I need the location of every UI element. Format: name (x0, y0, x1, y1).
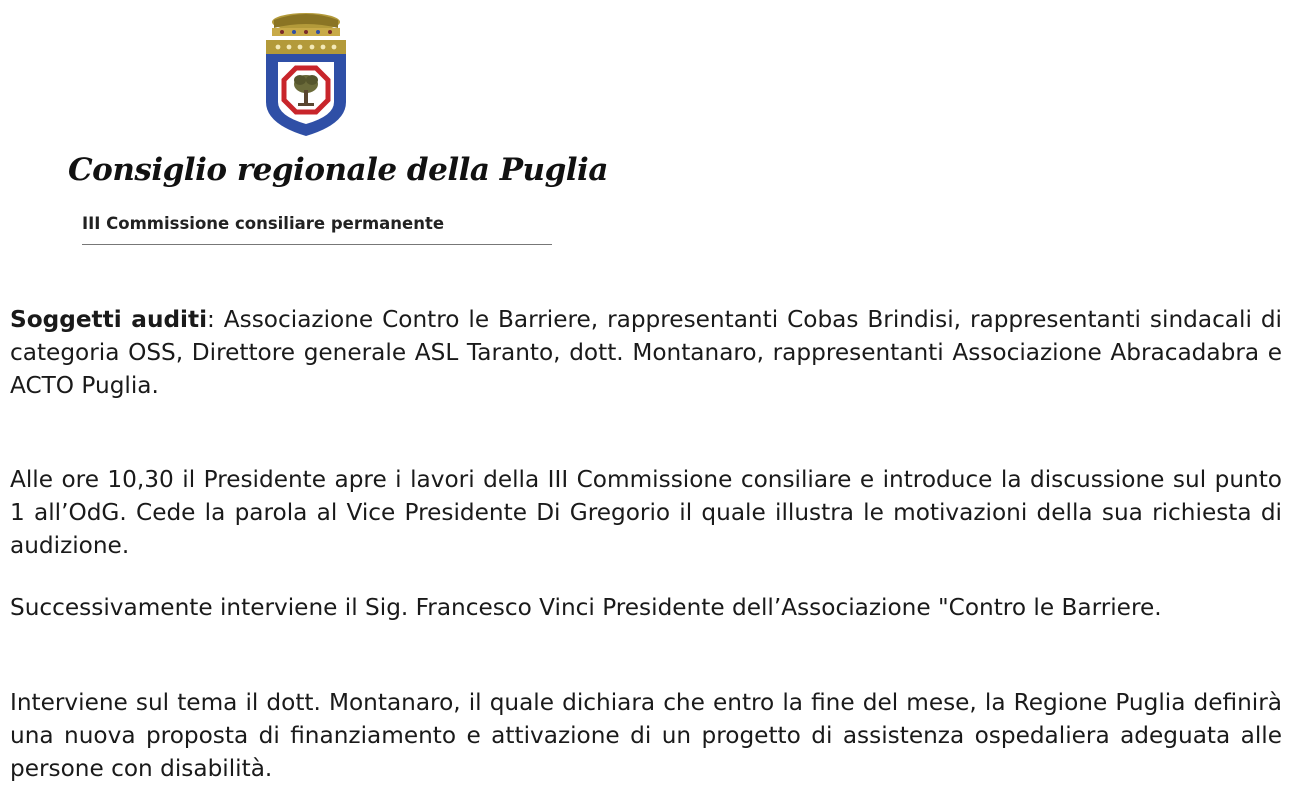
puglia-coat-of-arms-icon (258, 6, 354, 140)
crown-icon (272, 13, 340, 36)
audited-subjects-paragraph (10, 303, 1282, 402)
audited-subjects-label: Soggetti auditi (10, 306, 208, 333)
paragraph-vinci: Successivamente interviene il Sig. Francesco Vinci Presidente dell’Associazione "Contro le Barriere. (10, 594, 1162, 621)
commission-name: III Commissione consiliare permanente (82, 214, 445, 233)
audited-subjects-text: : Associazione Contro le Barriere, rappresentanti Cobas Brindisi, rappresentanti sindacali di categoria OSS, Direttore generale ASL Taranto, dott. Montanaro, rappresentanti Associazione Abracadabra e ACTO Puglia. (10, 306, 1282, 399)
paragraph-montanaro: Interviene sul tema il dott. Montanaro, il quale dichiara che entro la fine del mese, la Regione Puglia definirà una nuova proposta di finanziamento e attivazione di un progetto di assistenza ospedaliera adeguata alle persone con disabilità. (10, 689, 1282, 782)
shield-icon (266, 40, 346, 136)
paragraph-opening: Alle ore 10,30 il Presidente apre i lavori della III Commissione consiliare e introduce la discussione sul punto 1 all’OdG. Cede la parola al Vice Presidente Di Gregorio il quale illustra le motivazioni della sua richiesta di audizione. (10, 466, 1282, 559)
header-divider (82, 244, 552, 245)
institution-name: Consiglio regionale della Puglia (68, 152, 608, 188)
